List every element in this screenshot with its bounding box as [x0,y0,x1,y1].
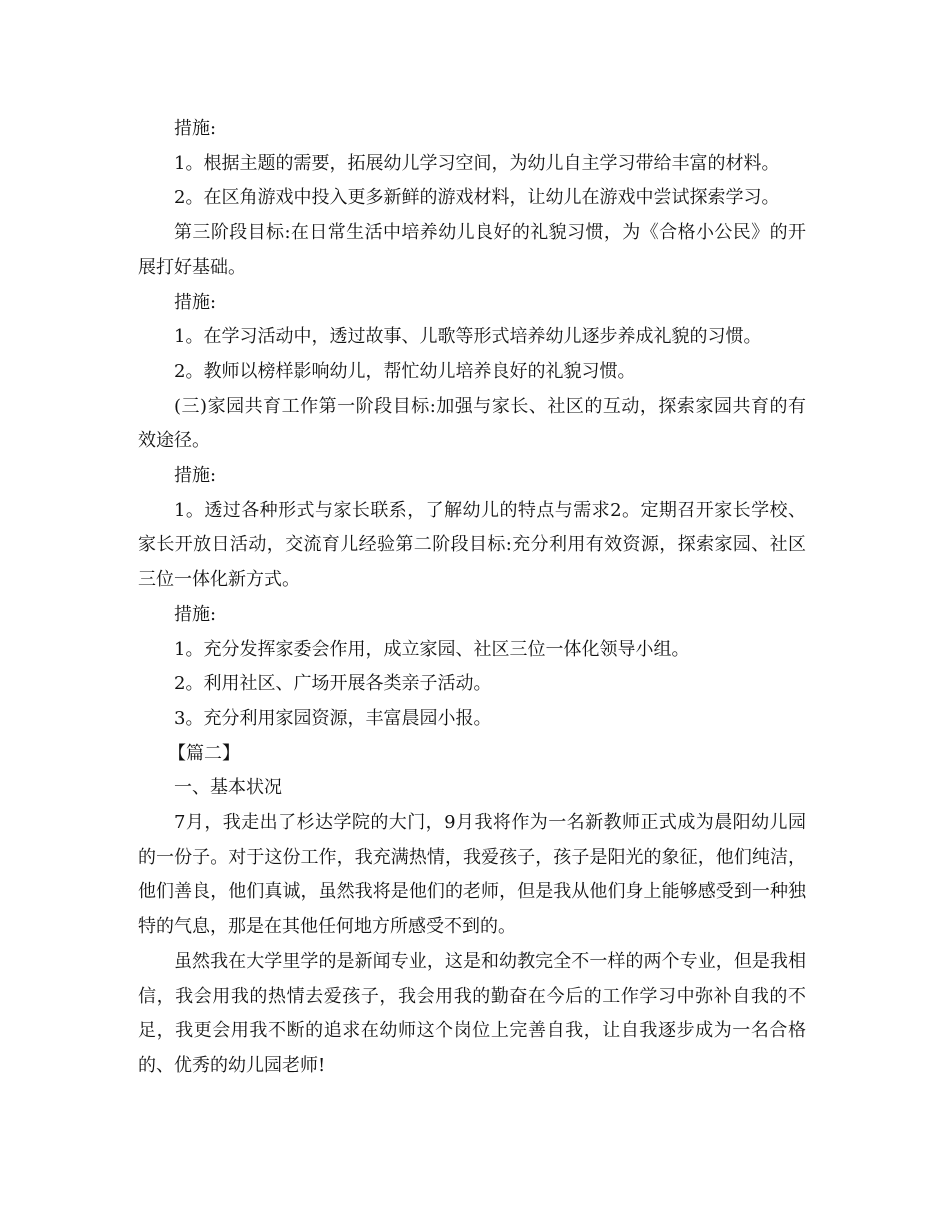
document-body [138,112,806,1084]
paragraph-intro: 7月，我走出了杉达学院的大门，9月我将作为一名新教师正式成为晨阳幼儿园的一份子。对于这份工作，我充满热情，我爱孩子，孩子是阳光的象征，他们纯洁，他们善良，他们真诚，虽然我将是他们的老师，但是我从他们身上能够感受到一种独特的气息，那是在其他任何地方所感受不到的。 [138,812,806,938]
paragraph-measures-1: 措施: [174,118,217,139]
paragraph-home-school-goal: (三)家园共育工作第一阶段目标:加强与家长、社区的互动，探索家园共育的有效途径。 [138,395,806,452]
section-subheading-basic-situation: 一、基本状况 [174,777,282,799]
paragraph-item-combined: 1。透过各种形式与家长联系，了解幼儿的特点与需求2。定期召开家长学校、家长开放日活动，交流育儿经验第二阶段目标:充分利用有效资源，探索家园、社区三位一体化新方式。 [138,499,806,591]
section-heading-part-two: 【篇二】 [168,742,240,764]
paragraph-stage-three-goal: 第三阶段目标:在日常生活中培养幼儿良好的礼貌习惯，为《合格小公民》的开展打好基础。 [138,222,806,278]
paragraph-item-2: 2。在区角游戏中投入更多新鲜的游戏材料，让幼儿在游戏中尝试探索学习。 [174,187,780,209]
paragraph-closing: 虽然我在大学里学的是新闻专业，这是和幼教完全不一样的两个专业，但是我相信，我会用我的热情去爱孩子，我会用我的勤奋在今后的工作学习中弥补自我的不足，我更会用我不断的追求在幼师这个岗位上完善自我，让自我逐步成为一名合格的、优秀的幼儿园老师! [138,950,806,1076]
paragraph-item-1c: 1。充分发挥家委会作用，成立家园、社区三位一体化领导小组。 [174,638,690,660]
paragraph-item-3c: 3。充分利用家园资源，丰富晨园小报。 [174,707,492,729]
paragraph-item-2c: 2。利用社区、广场开展各类亲子活动。 [174,673,492,695]
paragraph-measures-2: 措施: [174,291,217,313]
paragraph-measures-3: 措施: [174,465,217,487]
paragraph-item-2b: 2。教师以榜样影响幼儿，帮忙幼儿培养良好的礼貌习惯。 [174,360,636,382]
paragraph-measures-4: 措施: [174,603,217,625]
paragraph-item-1: 1。根据主题的需要，拓展幼儿学习空间，为幼儿自主学习带给丰富的材料。 [174,152,780,174]
paragraph-item-1b: 1。在学习活动中，透过故事、儿歌等形式培养幼儿逐步养成礼貌的习惯。 [174,326,762,348]
